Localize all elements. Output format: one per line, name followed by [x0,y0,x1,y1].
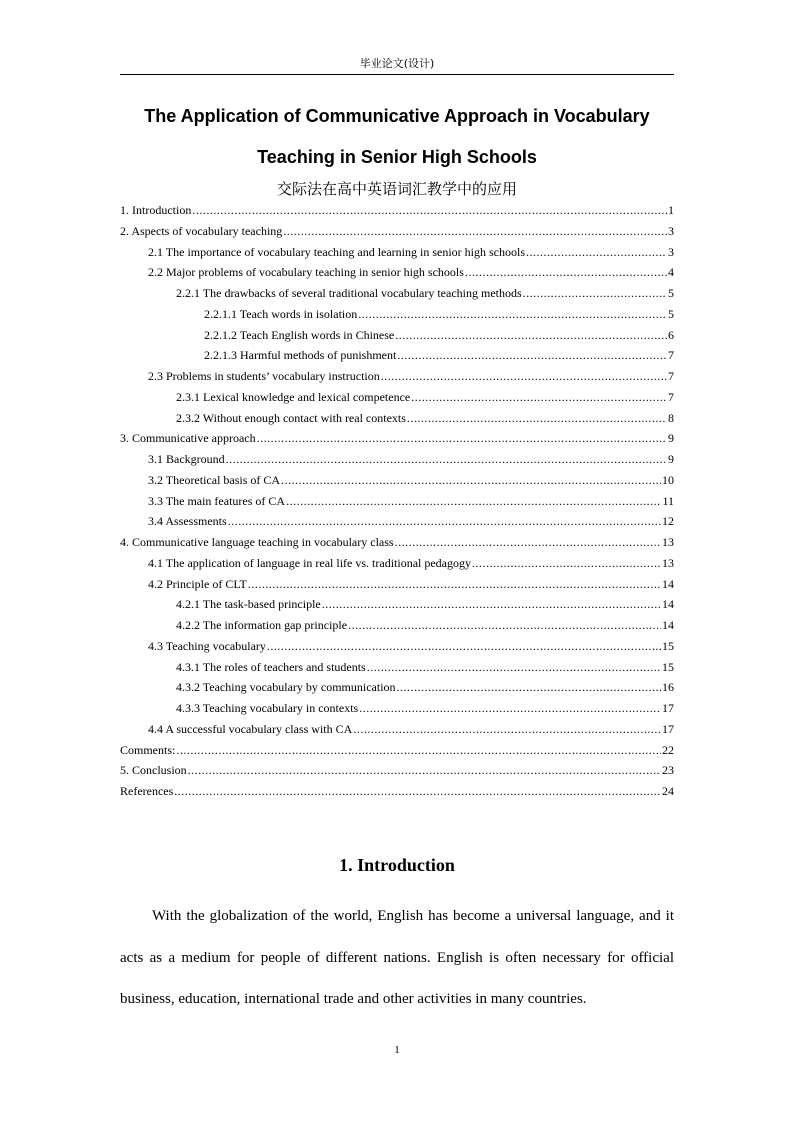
toc-entry-page: 24 [662,784,674,798]
toc-entry-page: 15 [662,638,674,653]
toc-entry-title: 4.2.2 The information gap principle [176,618,348,632]
toc-entry-page: 17 [662,721,674,736]
toc-leader-dots [283,221,667,242]
toc-entry-page: 4 [668,265,674,280]
toc-entry[interactable] [120,200,674,221]
toc-entry[interactable] [120,283,674,304]
toc-entry-title: 2.3.2 Without enough contact with real contexts [176,410,406,425]
toc-entry-title: 4.1 The application of language in real life vs. traditional pedagogy [148,555,472,570]
toc-entry-page: 23 [662,763,674,778]
toc-entry-page: 3 [668,223,674,238]
toc-entry[interactable] [120,262,674,283]
toc-leader-dots [267,636,661,657]
thesis-title-line-2: Teaching in Senior High Schools [257,147,537,167]
toc-entry-title: 4. Communicative language teaching in vocabulary class [120,535,394,549]
toc-entry[interactable] [120,781,674,802]
toc-entry-title: 4.3.2 Teaching vocabulary by communication [176,680,396,695]
toc-entry-page: 5 [668,286,674,300]
toc-entry[interactable] [120,449,674,470]
toc-entry-page: 9 [668,452,674,466]
toc-entry[interactable] [120,428,674,449]
toc-entry-page: 9 [668,431,674,446]
toc-entry[interactable] [120,594,674,615]
toc-entry-title: 4.3.3 Teaching vocabulary in contexts [176,701,359,715]
toc-entry-page: 7 [668,348,674,363]
toc-entry-page: 16 [662,680,674,695]
toc-entry[interactable] [120,740,674,761]
introduction-paragraph: With the globalization of the world, English has become a universal language, and it acts as a medium for people of different nations. English is often necessary for official business, education, international trade and other activities in many countries. [120,908,674,1007]
toc-entry-page: 6 [668,327,674,342]
toc-entry-page: 1 [668,203,674,217]
toc-leader-dots [526,242,667,263]
toc-entry-page: 5 [668,306,674,321]
table-of-contents [120,200,674,802]
toc-leader-dots [397,677,661,698]
toc-entry-page: 8 [668,410,674,425]
toc-entry[interactable] [120,553,674,574]
toc-entry-page: 22 [662,742,674,757]
toc-entry[interactable] [120,470,674,491]
toc-entry-page: 7 [668,369,674,383]
toc-leader-dots [286,491,661,512]
toc-entry-title: 2.2.1 The drawbacks of several traditional vocabulary teaching methods [176,286,522,300]
toc-entry-title: 3.4 Assessments [148,514,227,529]
toc-entry-title: References [120,784,174,798]
toc-entry[interactable] [120,387,674,408]
toc-entry-title: 3.1 Background [148,452,225,466]
toc-leader-dots [465,262,667,283]
header-rule [120,74,674,75]
toc-entry-title: 1. Introduction [120,203,192,217]
toc-leader-dots [176,740,661,761]
toc-entry-title: 2.2.1.3 Harmful methods of punishment [204,348,397,363]
toc-entry[interactable] [120,366,674,387]
toc-leader-dots [358,304,667,325]
toc-leader-dots [226,449,667,470]
toc-entry[interactable] [120,636,674,657]
toc-entry-title: 5. Conclusion [120,763,187,778]
toc-leader-dots [523,283,667,304]
toc-leader-dots [472,553,661,574]
toc-entry[interactable] [120,574,674,595]
toc-leader-dots [174,781,661,802]
page-number: 1 [394,1044,400,1056]
toc-entry-title: 3.3 The main features of CA [148,493,286,508]
toc-entry[interactable] [120,304,674,325]
toc-entry-page: 11 [662,493,674,508]
toc-entry-title: 2.2.1.1 Teach words in isolation [204,306,358,321]
toc-leader-dots [192,200,667,221]
toc-entry-page: 3 [668,244,674,259]
toc-leader-dots [348,615,661,636]
section-heading: 1. Introduction [339,855,455,875]
toc-entry-title: 4.3.1 The roles of teachers and students [176,659,366,674]
toc-entry-page: 15 [662,659,674,674]
toc-leader-dots [281,470,661,491]
toc-entry-page: 7 [668,389,674,404]
toc-leader-dots [397,345,667,366]
toc-leader-dots [322,594,661,615]
toc-entry-page: 17 [662,701,674,715]
toc-entry-title: 2.1 The importance of vocabulary teaching and learning in senior high schools [148,244,526,259]
toc-leader-dots [359,698,661,719]
toc-entry-title: 2.2 Major problems of vocabulary teaching in senior high schools [148,265,464,280]
toc-entry[interactable] [120,345,674,366]
toc-entry-title: 2. Aspects of vocabulary teaching [120,223,283,238]
toc-entry-title: 4.4 A successful vocabulary class with CA [148,721,353,736]
toc-entry[interactable] [120,532,674,553]
toc-entry-page: 14 [662,576,674,591]
toc-leader-dots [228,511,661,532]
toc-leader-dots [395,532,661,553]
toc-entry[interactable] [120,719,674,740]
toc-leader-dots [353,719,661,740]
toc-entry-title: Comments: [120,742,176,757]
toc-entry-title: 4.3 Teaching vocabulary [148,638,266,653]
toc-leader-dots [407,408,667,429]
running-header: 毕业论文(设计) [359,57,435,70]
toc-entry[interactable] [120,615,674,636]
toc-leader-dots [411,387,667,408]
toc-entry[interactable] [120,511,674,532]
toc-entry[interactable] [120,408,674,429]
toc-entry[interactable] [120,242,674,263]
toc-entry-title: 2.3 Problems in students’ vocabulary instruction [148,369,380,383]
toc-entry-title: 2.3.1 Lexical knowledge and lexical competence [176,389,411,404]
toc-entry-title: 2.2.1.2 Teach English words in Chinese [204,327,395,342]
toc-entry-title: 4.2.1 The task-based principle [176,597,321,612]
toc-entry[interactable] [120,760,674,781]
toc-entry-page: 10 [662,472,674,487]
toc-leader-dots [188,760,661,781]
toc-entry[interactable] [120,491,674,512]
thesis-title-chinese: 交际法在高中英语词汇教学中的应用 [276,180,517,198]
toc-leader-dots [248,574,661,595]
toc-leader-dots [367,657,661,678]
toc-entry-page: 14 [662,597,674,612]
toc-entry-page: 12 [662,514,674,529]
toc-leader-dots [381,366,667,387]
toc-leader-dots [395,325,667,346]
toc-entry-page: 13 [662,555,674,570]
toc-entry-title: 3. Communicative approach [120,431,256,446]
toc-entry-page: 13 [662,535,674,549]
toc-entry[interactable] [120,677,674,698]
toc-entry[interactable] [120,698,674,719]
toc-entry[interactable] [120,221,674,242]
toc-entry-page: 14 [662,618,674,632]
toc-entry-title: 4.2 Principle of CLT [148,576,247,591]
toc-entry[interactable] [120,325,674,346]
toc-entry[interactable] [120,657,674,678]
thesis-title-line-1: The Application of Communicative Approach in Vocabulary [144,106,650,126]
toc-entry-title: 3.2 Theoretical basis of CA [148,472,281,487]
toc-leader-dots [257,428,667,449]
